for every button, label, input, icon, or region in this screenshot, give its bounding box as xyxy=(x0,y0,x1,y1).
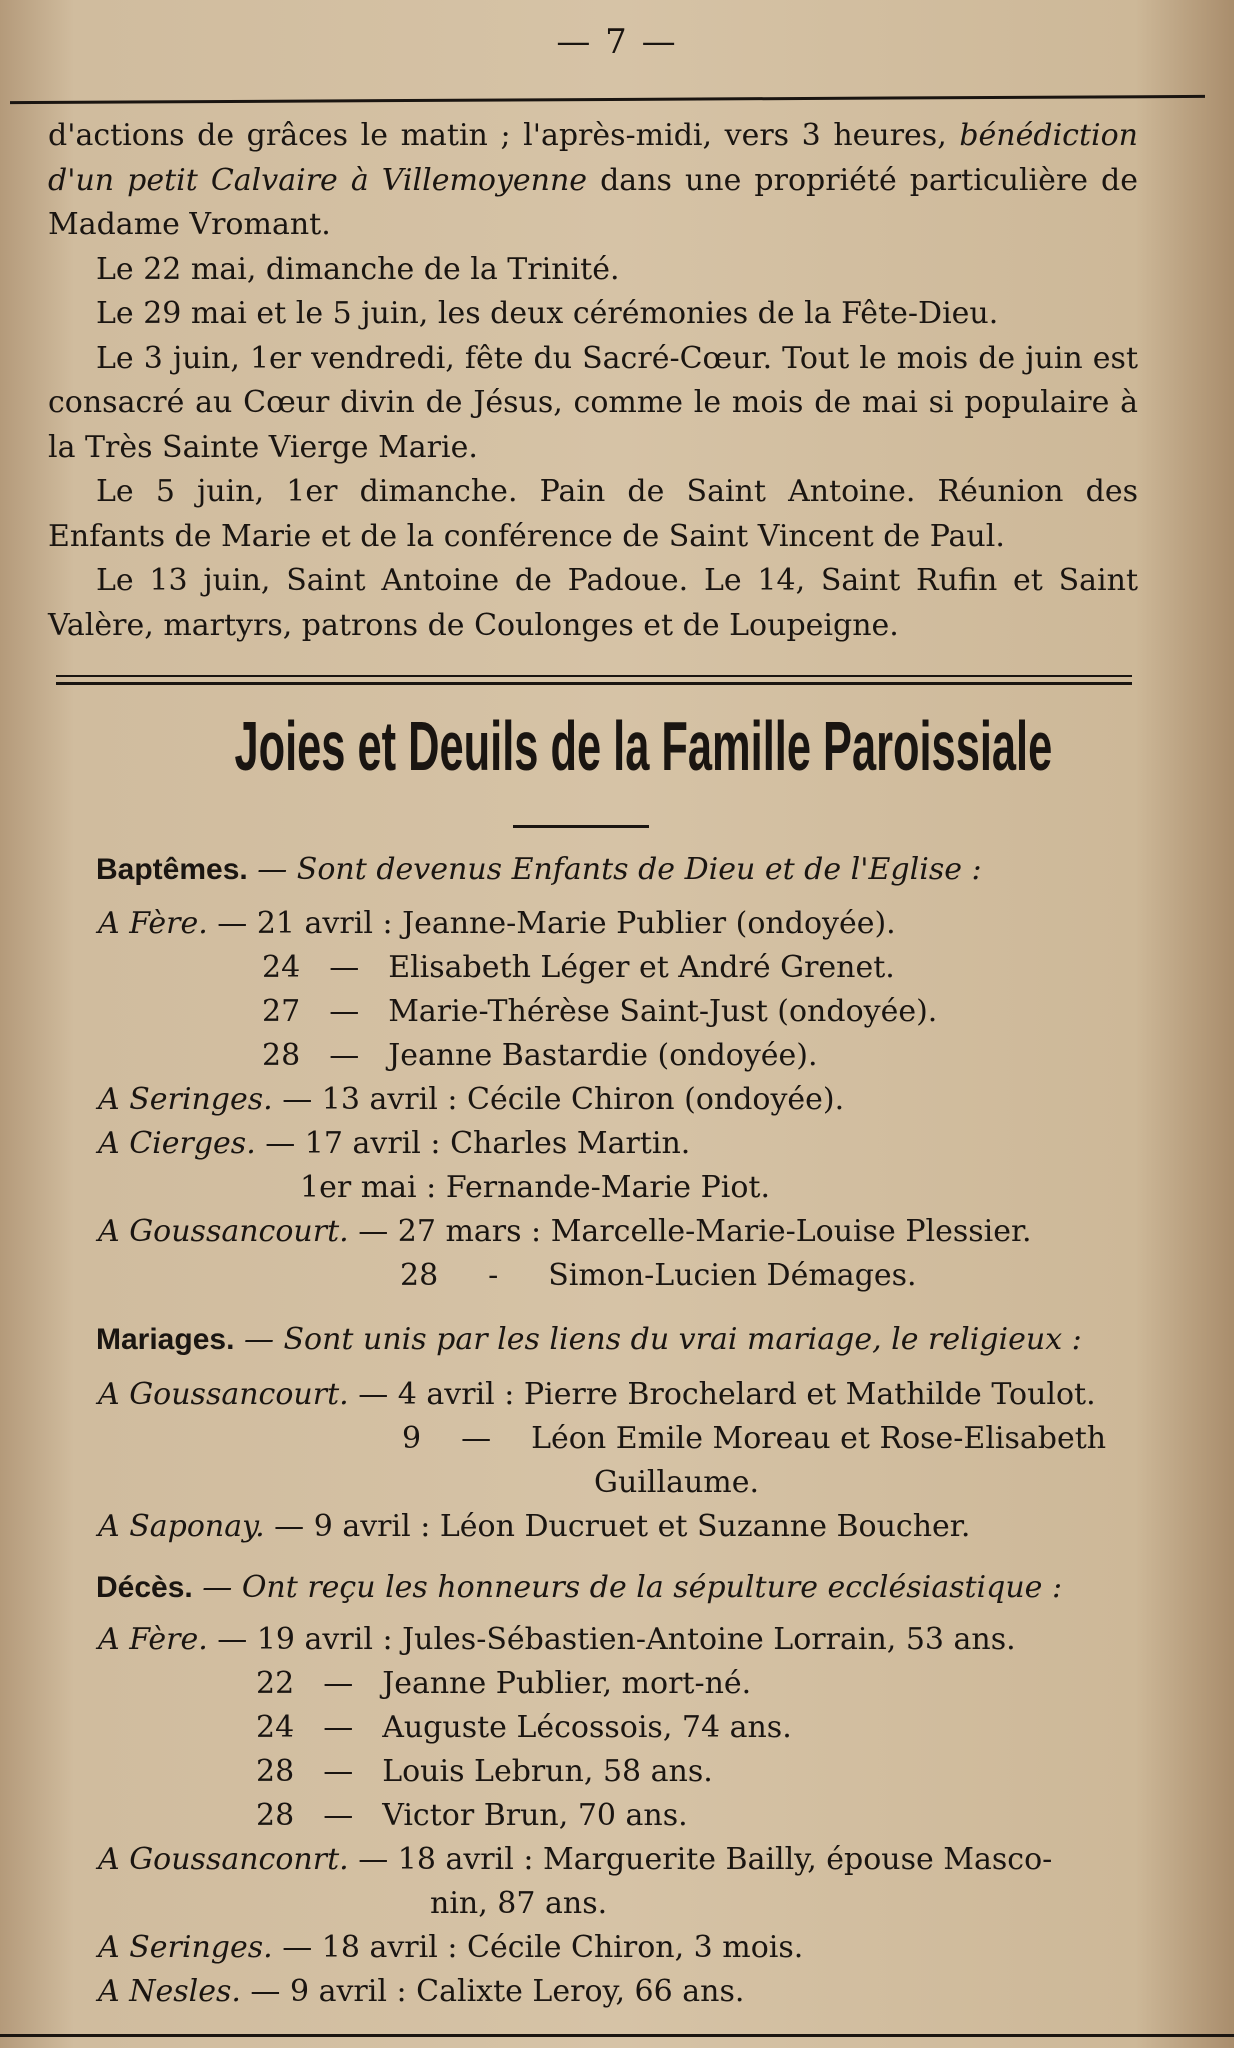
entry-date: 1er mai : xyxy=(300,1170,437,1205)
entry-names: Simon-Lucien Démages. xyxy=(548,1258,917,1293)
entry-names: nin, 87 ans. xyxy=(430,1886,608,1921)
entry-date: — 19 avril : xyxy=(207,1622,393,1657)
intro-paragraph-5: Le 5 juin, 1er dimanche. Pain de Saint Antoine. Réunion des Enfants de Marie et de la conférence de Saint Vincent de Paul. xyxy=(48,474,1138,554)
list-item xyxy=(402,1421,1106,1456)
intro-text xyxy=(48,114,1138,648)
entry-names: Jules-Sébastien-Antoine Lorrain, 53 ans. xyxy=(402,1622,1016,1657)
entry-dash: — xyxy=(323,1798,354,1833)
entry-names: Marcelle-Marie-Louise Plessier. xyxy=(550,1214,1032,1249)
list-item xyxy=(400,1258,917,1293)
intro-p1-c: dans une propriété particulière de Madame Vromant. xyxy=(48,162,1138,242)
entry-date: 28 xyxy=(262,1038,301,1073)
entry-dash: - xyxy=(488,1258,499,1293)
entry-date: 9 xyxy=(402,1421,422,1456)
entry-names: Charles Martin. xyxy=(450,1126,691,1161)
entry-names: Léon Emile Moreau et Rose-Elisabeth xyxy=(531,1421,1107,1456)
entry-names: Marguerite Bailly, épouse Masco- xyxy=(543,1842,1053,1877)
top-rule xyxy=(10,95,1205,104)
intro-paragraph-6: Le 13 juin, Saint Antoine de Padoue. Le 14, Saint Rufin et Saint Valère, martyrs, patrons de Coulonges et de Loupeigne. xyxy=(48,563,1138,643)
list-item xyxy=(256,1666,751,1701)
list-item xyxy=(256,1754,713,1789)
list-item xyxy=(98,1842,1052,1877)
entry-date: 27 xyxy=(262,994,301,1029)
entry-date: — 4 avril : xyxy=(348,1377,515,1412)
mariages-label: Mariages. xyxy=(96,1323,235,1356)
entry-place: A Fère. xyxy=(98,906,208,941)
entry-place: A Nesles. xyxy=(98,1974,241,2009)
entry-names: Léon Ducruet et Suzanne Boucher. xyxy=(439,1509,971,1544)
baptemes-header xyxy=(96,852,982,887)
entry-names: Louis Lebrun, 58 ans. xyxy=(382,1754,713,1789)
entry-date: — 27 mars : xyxy=(348,1214,542,1249)
list-item xyxy=(98,1214,1032,1249)
list-item xyxy=(262,1038,818,1073)
entry-date: — 13 avril : xyxy=(272,1082,458,1117)
entry-names: Cécile Chiron (ondoyée). xyxy=(467,1082,845,1117)
heading-underline xyxy=(513,825,649,828)
entry-dash: — xyxy=(329,950,360,985)
entry-dash: — xyxy=(323,1666,354,1701)
intro-p1-a: d'actions de grâces le matin ; l'après-midi, vers 3 heures, xyxy=(48,118,960,153)
entry-place: A Saponay. xyxy=(98,1509,265,1544)
entry-names: Jeanne Bastardie (ondoyée). xyxy=(388,1038,818,1073)
entry-place: A Fère. xyxy=(98,1622,208,1657)
list-item xyxy=(98,1509,970,1544)
entry-names: Auguste Lécossois, 74 ans. xyxy=(382,1710,792,1745)
entry-date: — 9 avril : xyxy=(264,1509,431,1544)
mariages-header xyxy=(96,1322,1082,1357)
section-heading: Joies et Deuils de la Famille Paroissiale xyxy=(234,707,1053,785)
list-item xyxy=(256,1798,688,1833)
intro-paragraph-3: Le 29 mai et le 5 juin, les deux cérémonies de la Fête-Dieu. xyxy=(96,296,999,331)
list-item xyxy=(98,1377,1096,1412)
entry-dash: — xyxy=(329,994,360,1029)
entry-date: — 18 avril : xyxy=(272,1930,458,1965)
entry-names: Calixte Leroy, 66 ans. xyxy=(416,1974,745,2009)
entry-date: — 9 avril : xyxy=(240,1974,407,2009)
bottom-rule xyxy=(0,2034,1234,2037)
mariages-desc: — Sont unis par les liens du vrai mariage, le religieux : xyxy=(234,1322,1082,1357)
list-item xyxy=(256,1710,792,1745)
deces-desc: — Ont reçu les honneurs de la sépulture ecclésiastique : xyxy=(192,1570,1063,1605)
entry-place: A Goussanconrt. xyxy=(98,1842,349,1877)
intro-paragraph-4: Le 3 juin, 1er vendredi, fête du Sacré-Cœur. Tout le mois de juin est consacré au Cœur divin de Jésus, comme le mois de mai si populaire à la Très Sainte Vierge Marie. xyxy=(48,340,1138,465)
entry-names: Guillaume. xyxy=(594,1465,760,1500)
list-item xyxy=(98,906,896,941)
entry-place: A Goussancourt. xyxy=(98,1214,349,1249)
entry-place: A Seringes. xyxy=(98,1930,273,1965)
entry-names: Jeanne-Marie Publier (ondoyée). xyxy=(402,906,896,941)
list-item xyxy=(262,950,895,985)
entry-place: A Seringes. xyxy=(98,1082,273,1117)
deces-label: Décès. xyxy=(96,1571,193,1604)
entry-dash: — xyxy=(323,1710,354,1745)
list-item xyxy=(430,1886,607,1921)
entry-date: 24 xyxy=(262,950,301,985)
entry-date: 24 xyxy=(256,1710,295,1745)
entry-names: Elisabeth Léger et André Grenet. xyxy=(388,950,895,985)
entry-dash: — xyxy=(323,1754,354,1789)
list-item xyxy=(98,1930,803,1965)
entry-date: 28 xyxy=(256,1798,295,1833)
intro-paragraph-2: Le 22 mai, dimanche de la Trinité. xyxy=(96,251,620,287)
baptemes-label: Baptêmes. xyxy=(96,853,248,886)
entry-date: — 18 avril : xyxy=(348,1842,534,1877)
list-item xyxy=(98,1622,1016,1657)
baptemes-desc: — Sont devenus Enfants de Dieu et de l'Eglise : xyxy=(247,852,982,887)
entry-dash: — xyxy=(461,1421,492,1456)
entry-place: A Goussancourt. xyxy=(98,1377,349,1412)
page-number: — 7 — xyxy=(556,22,678,62)
list-item xyxy=(98,1974,744,2009)
deces-header xyxy=(96,1570,1062,1605)
entry-names: Pierre Brochelard et Mathilde Toulot. xyxy=(523,1377,1096,1412)
section-divider xyxy=(56,675,1132,685)
entry-date: 28 xyxy=(400,1258,439,1293)
list-item xyxy=(262,994,937,1029)
entry-date: 22 xyxy=(256,1666,295,1701)
list-item xyxy=(300,1170,770,1205)
intro-paragraph-1 xyxy=(48,114,1138,248)
list-item xyxy=(98,1082,844,1117)
entry-names: Fernande-Marie Piot. xyxy=(445,1170,770,1205)
intro-p1-b: bénédiction d'un petit Calvaire à Villemoyenne xyxy=(48,118,1138,198)
entry-names: Cécile Chiron, 3 mois. xyxy=(467,1930,804,1965)
entry-date: — 17 avril : xyxy=(255,1126,441,1161)
entry-dash: — xyxy=(329,1038,360,1073)
entry-place: A Cierges. xyxy=(98,1126,256,1161)
entry-date: — 21 avril : xyxy=(207,906,393,941)
entry-names: Jeanne Publier, mort-né. xyxy=(382,1666,752,1701)
entry-names: Victor Brun, 70 ans. xyxy=(382,1798,688,1833)
list-item xyxy=(594,1465,759,1500)
entry-names: Marie-Thérèse Saint-Just (ondoyée). xyxy=(388,994,938,1029)
entry-date: 28 xyxy=(256,1754,295,1789)
list-item xyxy=(98,1126,690,1161)
